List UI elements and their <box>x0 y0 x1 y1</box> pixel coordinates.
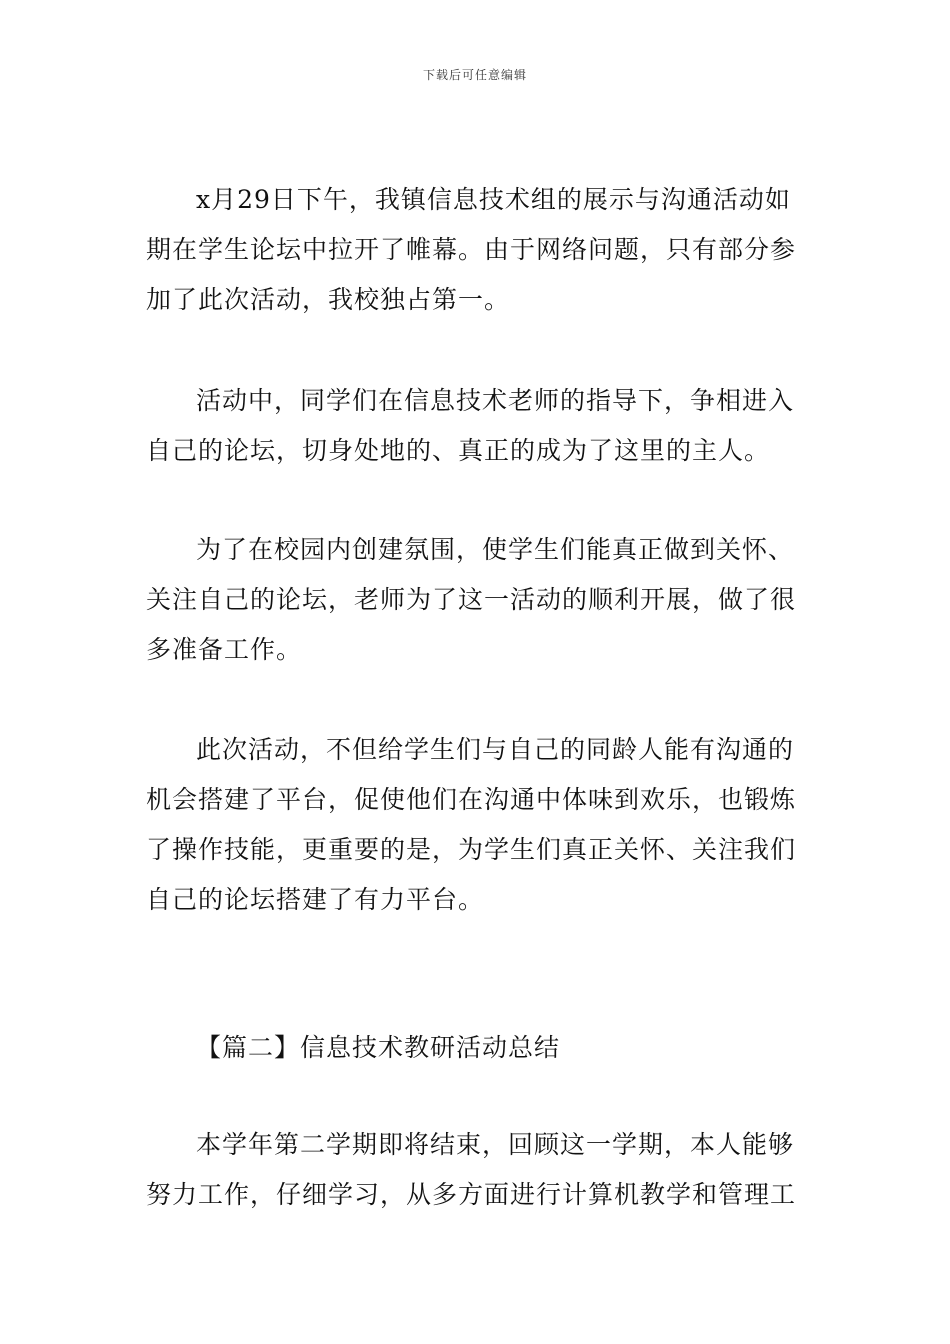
paragraph-1: x月29日下午，我镇信息技术组的展示与沟通活动如期在学生论坛中拉开了帷幕。由于网络问题，只有部分参加了此次活动，我校独占第一。 <box>146 185 797 314</box>
section-paragraph: 本学年第二学期即将结束，回顾这一学期，本人能够努力工作，仔细学习，从多方面进行计算机教学和管理工 <box>146 1130 797 1209</box>
paragraph-2: 活动中，同学们在信息技术老师的指导下，争相进入自己的论坛，切身处地的、真正的成为了这里的主人。 <box>146 386 795 465</box>
paragraph-4: 此次活动，不但给学生们与自己的同龄人能有沟通的机会搭建了平台，促使他们在沟通中体味到欢乐，也锻炼了操作技能，更重要的是，为学生们真正关怀、关注我们自己的论坛搭建了有力平台。 <box>146 735 797 914</box>
paragraph-3: 为了在校园内创建氛围，使学生们能真正做到关怀、关注自己的论坛，老师为了这一活动的顺利开展，做了很多准备工作。 <box>146 535 797 664</box>
section-heading: 【篇二】信息技术教研活动总结 <box>196 1033 561 1062</box>
header-note: 下载后可任意编辑 <box>422 68 527 82</box>
